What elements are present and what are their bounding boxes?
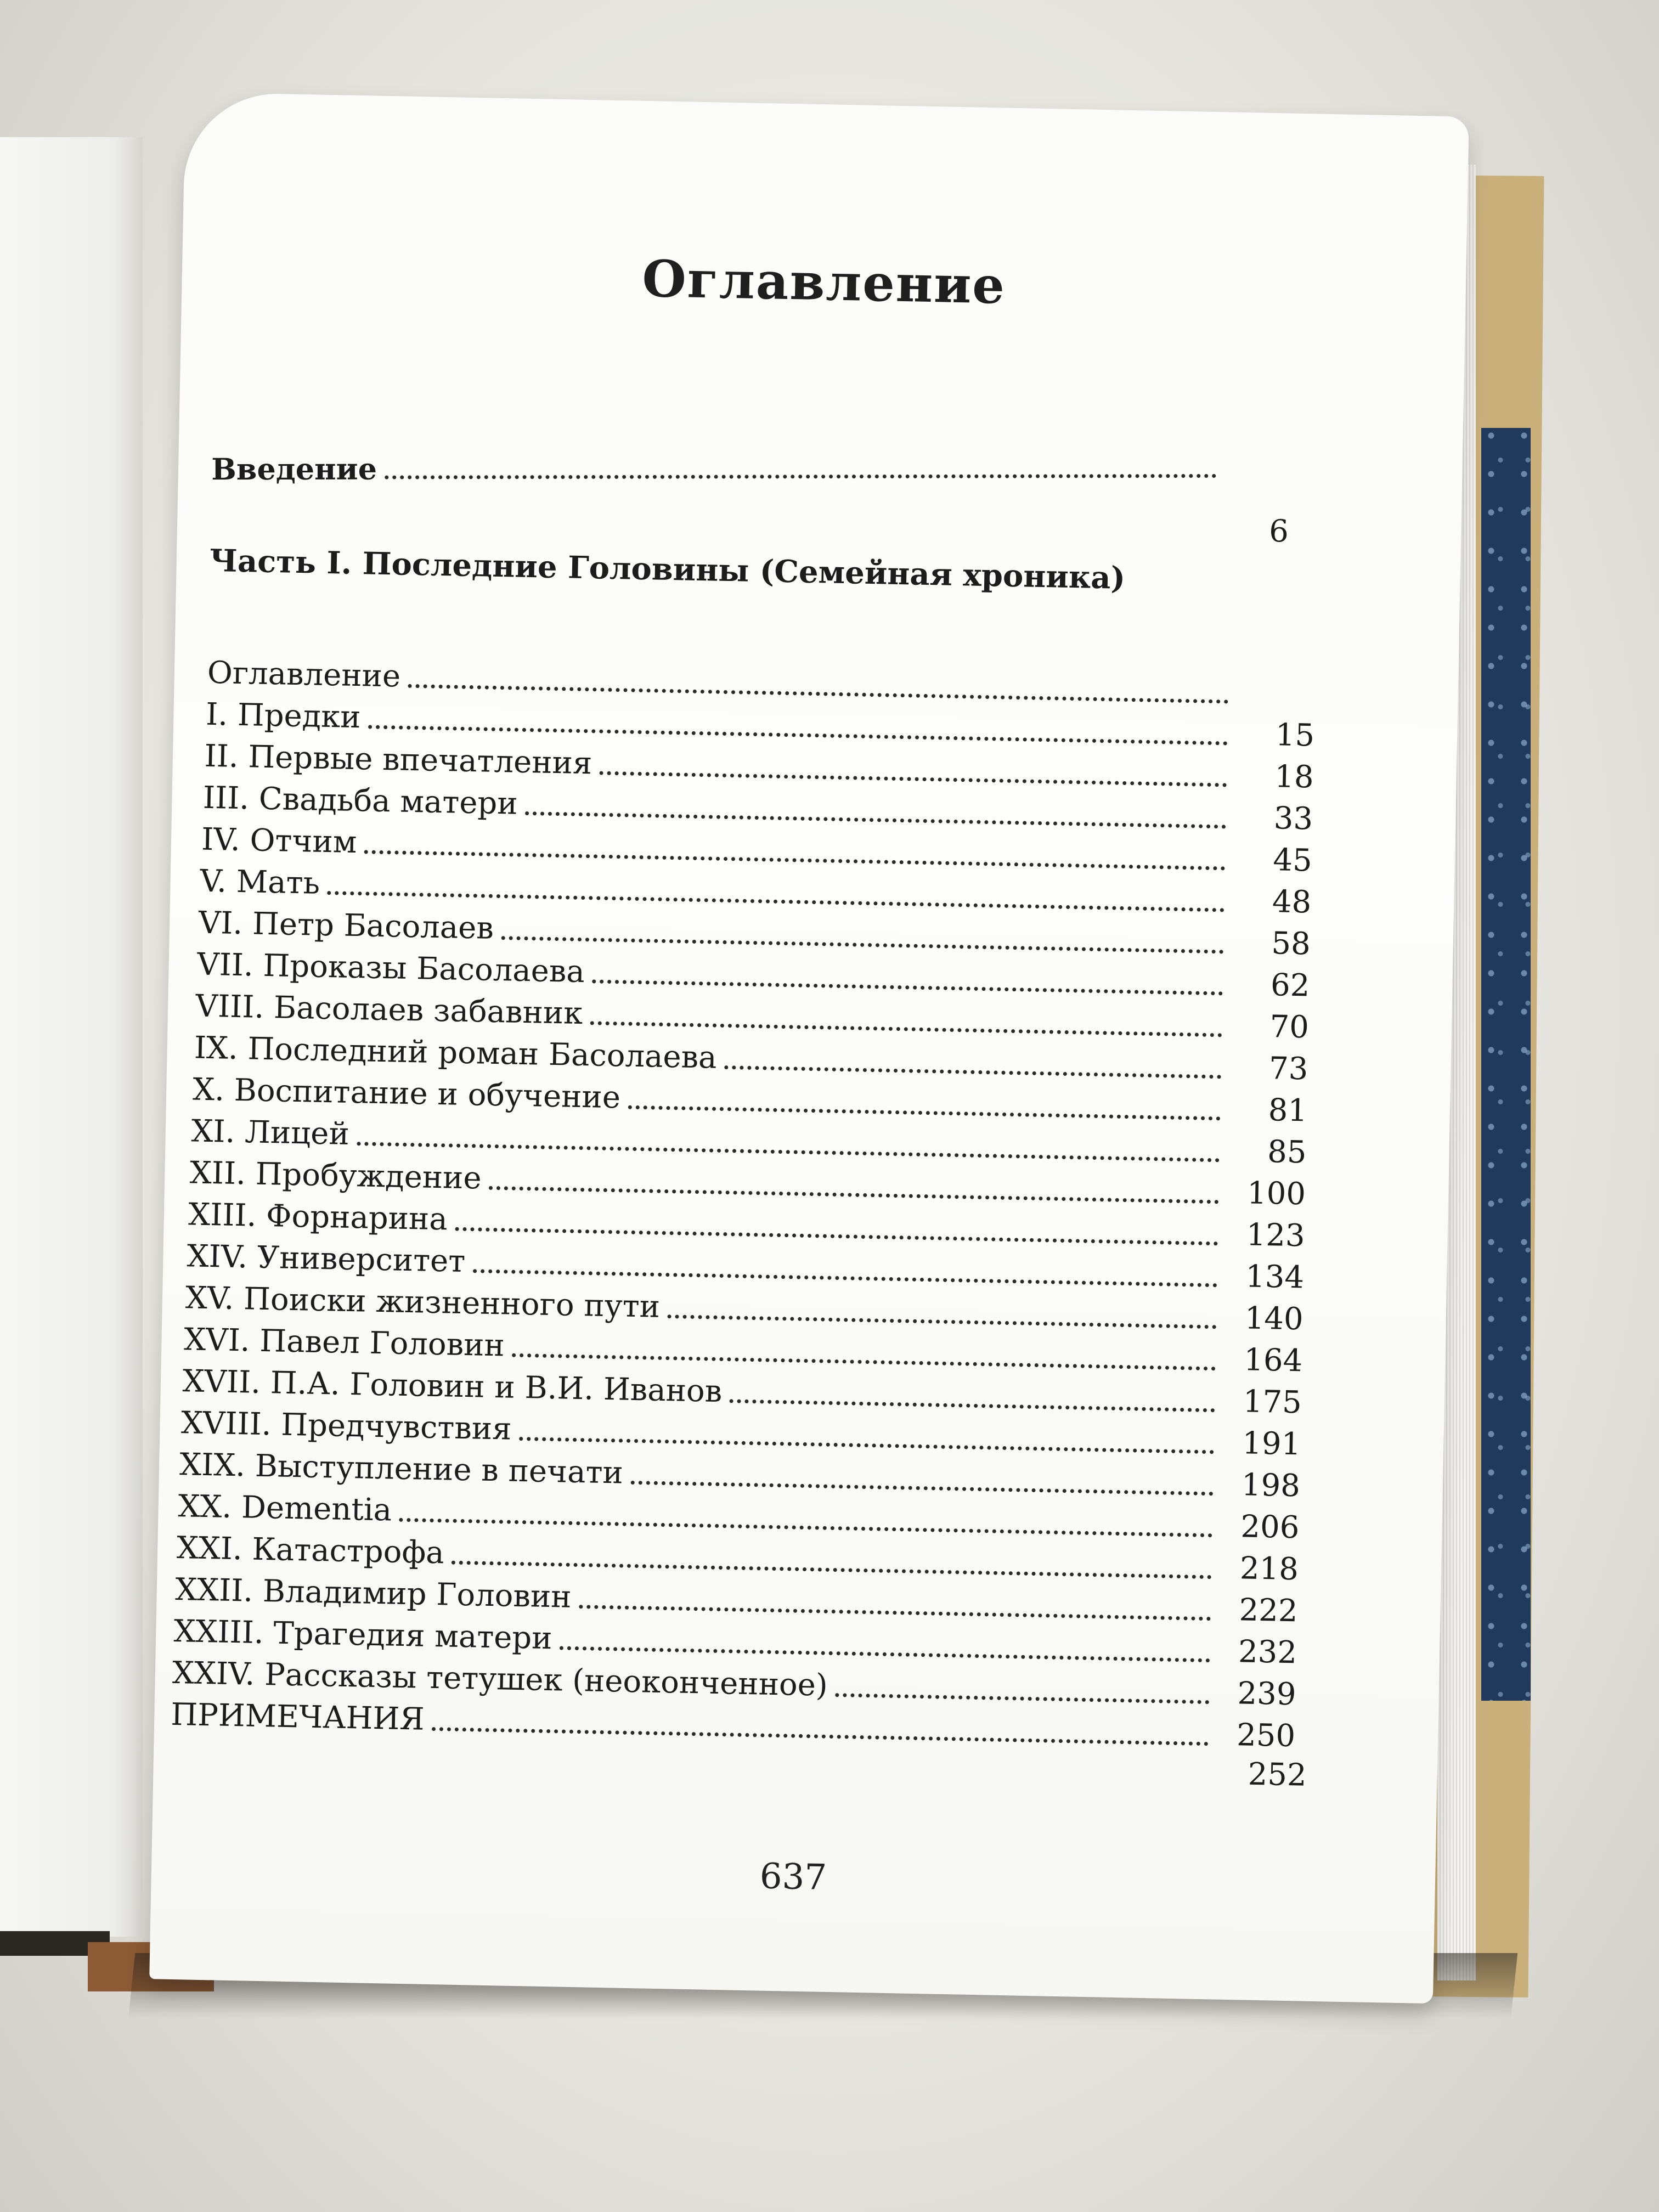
toc-entry-label: XIX. Выступление в печати xyxy=(179,1447,624,1491)
toc-entry-page: 206 xyxy=(1240,1509,1300,1546)
toc-entry-label: ПРИМЕЧАНИЯ xyxy=(170,1696,425,1737)
toc-entry-page: 140 xyxy=(1244,1300,1304,1338)
dot-leader xyxy=(473,1269,1217,1287)
dot-leader xyxy=(399,1518,1212,1537)
toc-entry-page: 33 xyxy=(1273,800,1313,837)
toc-entry-label: VIII. Басолаев забавник xyxy=(195,988,583,1032)
toc-entry-page: 45 xyxy=(1272,842,1313,879)
left-page xyxy=(0,137,143,1937)
toc-entry-label: XVII. П.А. Головин и В.И. Иванов xyxy=(182,1363,723,1410)
dot-leader xyxy=(835,1693,1209,1704)
dot-leader xyxy=(668,1314,1217,1329)
toc-entry-label: XXI. Катастрофа xyxy=(176,1530,445,1571)
dot-leader xyxy=(730,1399,1215,1412)
toc-entry-page: 18 xyxy=(1274,759,1314,795)
dot-leader xyxy=(512,1353,1216,1371)
toc-entry-label: XVI. Павел Головин xyxy=(183,1322,505,1364)
toc-entry xyxy=(192,1071,1308,1129)
dot-leader xyxy=(579,1605,1211,1621)
toc-entry-page: 85 xyxy=(1267,1134,1307,1171)
toc-entry xyxy=(170,1696,1296,1754)
toc-entry-label: II. Первые впечатления xyxy=(204,738,592,782)
dot-leader xyxy=(489,1186,1219,1204)
book-cover-pattern xyxy=(1481,428,1531,1701)
toc-entry-contents xyxy=(207,654,1316,710)
dot-leader xyxy=(408,684,1229,704)
dot-leader xyxy=(519,1437,1214,1454)
toc-entry-label: III. Свадьба матери xyxy=(202,780,518,822)
dot-leader xyxy=(357,1142,1220,1162)
dot-leader xyxy=(630,1481,1213,1496)
toc-trailing-page: 252 xyxy=(1248,1756,1307,1793)
dot-leader xyxy=(368,725,1228,745)
toc-entry-page: 239 xyxy=(1237,1675,1297,1713)
toc-entry-page: 191 xyxy=(1242,1425,1301,1463)
toc-entry-page: 164 xyxy=(1243,1342,1303,1379)
toc-entry-label: I. Предки xyxy=(205,696,362,736)
page-title: Оглавление xyxy=(641,249,1006,315)
toc-entry-page: 198 xyxy=(1241,1467,1301,1504)
toc-entry-page: 81 xyxy=(1268,1092,1308,1129)
dot-leader xyxy=(600,771,1227,787)
toc-entry-label: V. Мать xyxy=(200,863,320,901)
toc-entry-page: 70 xyxy=(1269,1009,1310,1046)
toc-entry-label: XVIII. Предчувствия xyxy=(180,1405,512,1447)
toc-entry-label: VII. Проказы Басолаева xyxy=(196,946,585,990)
part-heading: Часть I. Последние Головины (Семейная хроника) xyxy=(209,542,1126,596)
toc-entry-label: XIV. Университет xyxy=(187,1238,466,1280)
dot-leader xyxy=(590,1021,1222,1037)
dot-leader xyxy=(592,979,1223,995)
book-page xyxy=(149,92,1469,2004)
dot-leader xyxy=(560,1646,1210,1662)
dot-leader xyxy=(452,1561,1211,1579)
toc-entry-label: XV. Поиски жизненного пути xyxy=(185,1280,661,1325)
toc-entry xyxy=(201,821,1313,879)
toc-entry xyxy=(202,780,1313,837)
toc-entry-label: XII. Пробуждение xyxy=(189,1155,482,1197)
dot-leader xyxy=(385,474,1216,479)
toc-entry-page: 48 xyxy=(1272,884,1312,921)
toc-entry-page: 100 xyxy=(1246,1175,1306,1212)
toc-entry-label: Введение xyxy=(211,451,377,487)
dot-leader xyxy=(501,936,1223,953)
toc-entry-page: 15 xyxy=(1275,717,1315,754)
toc-entry-page: 250 xyxy=(1236,1717,1296,1754)
toc-entry-page: 6 xyxy=(1268,513,1289,550)
toc-entry-label: XX. Dementia xyxy=(178,1488,392,1528)
toc-entry-label: IX. Последний роман Басолаева xyxy=(194,1030,718,1076)
toc-entry-label: XXIII. Трагедия матери xyxy=(173,1613,553,1657)
toc-entry-page: 123 xyxy=(1246,1217,1306,1254)
toc-entry-page: 232 xyxy=(1238,1634,1297,1671)
toc-entry-page: 62 xyxy=(1270,967,1310,1004)
dot-leader xyxy=(364,850,1225,870)
dot-leader xyxy=(455,1227,1218,1246)
toc-entry-page: 222 xyxy=(1238,1592,1299,1629)
dot-leader xyxy=(724,1065,1221,1079)
toc-entry-label: XXII. Владимир Головин xyxy=(174,1572,572,1615)
dot-leader xyxy=(525,811,1226,829)
toc-entry-label: Оглавление xyxy=(207,654,401,695)
toc-entry-page: 134 xyxy=(1245,1259,1305,1296)
toc-entry-label: VI. Петр Басолаев xyxy=(198,905,494,946)
toc-entry-label: X. Воспитание и обучение xyxy=(192,1071,621,1116)
toc-entry-introduction xyxy=(211,451,1221,487)
page-number: 637 xyxy=(759,1856,827,1898)
toc-entry-label: XXIV. Рассказы тетушек (неоконченное) xyxy=(172,1655,828,1703)
toc-entry-page: 73 xyxy=(1268,1051,1309,1087)
dot-leader xyxy=(328,891,1224,912)
toc-entry-page: 58 xyxy=(1271,926,1311,962)
toc-entry-page: 175 xyxy=(1243,1384,1302,1421)
toc-entry-page: 218 xyxy=(1239,1550,1299,1588)
toc-entry-page xyxy=(1233,708,1315,710)
dot-leader xyxy=(432,1727,1209,1746)
dot-leader xyxy=(628,1105,1221,1121)
toc-entry-label: XIII. Форнарина xyxy=(188,1197,448,1238)
toc-entry-label: IV. Отчим xyxy=(201,821,358,861)
toc-entry-label: XI. Лицей xyxy=(191,1113,350,1152)
